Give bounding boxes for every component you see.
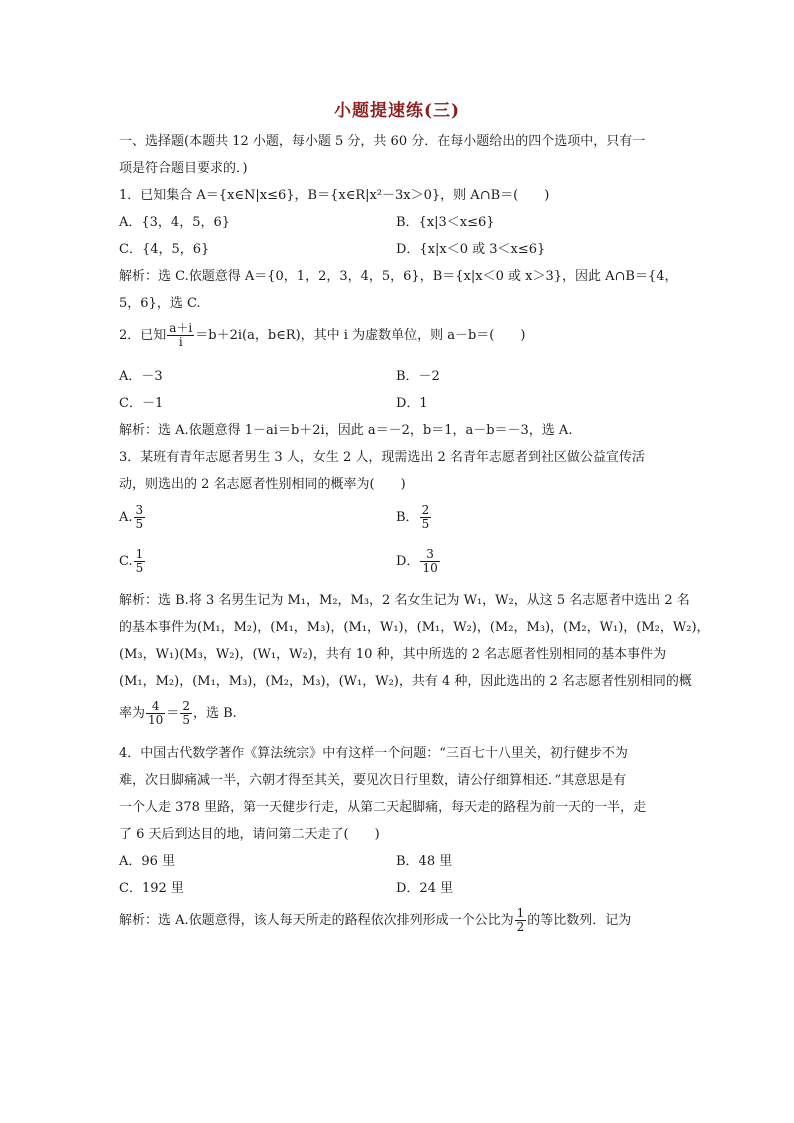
q3-solution-line-5	[119, 700, 237, 727]
q4-solution-fraction	[515, 907, 527, 934]
q3-option-b	[396, 504, 432, 531]
numerator: 1	[135, 547, 144, 561]
numerator: 3	[420, 548, 439, 562]
equals-sign: ＝	[166, 706, 180, 721]
denominator: 2	[516, 920, 525, 934]
q3-option-d	[396, 548, 441, 575]
q4-option-b: B．48 里	[396, 854, 453, 869]
q1-stem: 1．已知集合 A＝{x∈N|x≤6}，B＝{x∈R|x²－3x＞0}，则 A∩B＝( )	[119, 188, 550, 203]
numerator: 2	[182, 699, 190, 713]
numerator: 3	[135, 503, 144, 517]
section-intro-line-2: 项是符合题目要求的．)	[119, 161, 248, 176]
q4-stem-line-1: 4．中国古代数学著作《算法统宗》中有这样一个问题：“三百七十八里关，初行健步不为	[119, 746, 628, 761]
q3-stem-line-2: 动，则选出的 2 名志愿者性别相同的概率为( )	[119, 477, 406, 492]
denominator: 10	[148, 713, 164, 727]
q2-stem-pre: 2．已知	[119, 328, 167, 343]
q3-solution-post: ，选 B.	[192, 706, 237, 721]
denominator: 5	[135, 517, 144, 531]
q1-option-a: A．{3，4，5，6}	[119, 215, 231, 230]
q3-solution-line-3: (M₃，W₁)(M₃，W₂)，(W₁，W₂)，共有 10 种，其中所选的 2 名志愿者性别相同的基本事件为	[119, 647, 667, 662]
q4-solution	[119, 907, 631, 934]
denominator: 5	[182, 713, 190, 727]
q3-solution-fraction-1	[146, 700, 165, 727]
q3-option-d-label: D．	[396, 554, 420, 569]
q3-option-b-fraction	[420, 504, 432, 531]
q4-option-c: C．192 里	[119, 881, 184, 896]
q2-option-a: A．－3	[119, 369, 163, 384]
q2-option-d: D．1	[396, 396, 428, 411]
numerator: 2	[421, 503, 430, 517]
q3-solution-fraction-2	[180, 700, 192, 727]
q3-solution-line-1: 解析：选 B.将 3 名男生记为 M₁，M₂，M₃，2 名女生记为 W₁，W₂，从这 5 名志愿者中选出 2 名	[119, 593, 690, 608]
q3-option-d-fraction	[420, 548, 439, 575]
q3-option-c	[119, 548, 146, 575]
q1-option-d: D．{x|x＜0 或 3＜x≤6}	[396, 242, 546, 257]
q4-solution-pre: 解析：选 A.依题意得，该人每天所走的路程依次排列形成一个公比为	[119, 913, 514, 928]
q1-solution-line-1: 解析：选 C.依题意得 A＝{0，1，2，3，4，5，6}，B＝{x|x＜0 或 x＞3}，因此 A∩B＝{4，	[119, 269, 678, 284]
q2-fraction-denominator: i	[178, 335, 183, 349]
q3-option-c-fraction	[134, 548, 146, 575]
q4-option-a: A．96 里	[119, 854, 176, 869]
denominator: 5	[421, 517, 430, 531]
numerator: 4	[146, 700, 165, 714]
q2-stem-post: ＝b＋2i(a，b∈R)，其中 i 为虚数单位，则 a－b＝( )	[195, 328, 526, 343]
denominator: 10	[422, 561, 438, 575]
q4-stem-line-3: 一个人走 378 里路，第一天健步行走，从第二天起脚痛，每天走的路程为前一天的一半，走	[119, 800, 647, 815]
q4-option-d: D．24 里	[396, 881, 454, 896]
q2-stem	[119, 322, 525, 349]
q3-option-c-label: C.	[119, 554, 133, 569]
q2-option-b: B．－2	[396, 369, 440, 384]
q4-solution-post: 的等比数列．记为	[527, 913, 632, 928]
q2-option-c: C．－1	[119, 396, 164, 411]
q4-stem-line-2: 难，次日脚痛减一半，六朝才得至其关，要见次日行里数，请公仔细算相还．”其意思是有	[119, 773, 627, 788]
q3-solution-line-2: 的基本事件为(M₁，M₂)，(M₁，M₃)，(M₁，W₁)，(M₁，W₂)，(M₂，M₃)，(M₂，W₁)，(M₂，W₂)，	[119, 620, 710, 635]
q1-solution-line-2: 5，6}，选 C.	[119, 296, 201, 311]
numerator: 1	[516, 906, 525, 920]
q3-stem-line-1: 3．某班有青年志愿者男生 3 人，女生 2 人，现需选出 2 名青年志愿者到社区做公益宣传活	[119, 450, 645, 465]
q2-fraction	[167, 322, 194, 349]
denominator: 5	[135, 561, 144, 575]
q3-option-a-label: A.	[119, 510, 133, 525]
q3-option-a-fraction	[134, 504, 146, 531]
q2-fraction-numerator: a＋i	[169, 321, 193, 335]
q1-option-c: C．{4，5，6}	[119, 242, 210, 257]
q2-solution: 解析：选 A.依题意得 1－ai＝b＋2i，因此 a＝－2，b＝1，a－b＝－3，选 A.	[119, 423, 573, 438]
q3-solution-pre: 率为	[119, 706, 146, 721]
q3-solution-line-4: (M₁，M₂)，(M₁，M₃)，(M₂，M₃)，(W₁，W₂)，共有 4 种，因此选出的 2 名志愿者性别相同的概	[119, 674, 692, 689]
section-intro-line-1: 一、选择题(本题共 12 小题，每小题 5 分，共 60 分．在每小题给出的四个选项中，只有一	[119, 134, 646, 149]
q3-option-b-label: B．	[396, 510, 419, 525]
q3-option-a	[119, 504, 146, 531]
page-title: 小题提速练(三)	[333, 101, 461, 121]
q1-option-b: B．{x|3＜x≤6}	[396, 215, 495, 230]
q4-stem-line-4: 了 6 天后到达目的地，请问第二天走了( )	[119, 827, 380, 842]
